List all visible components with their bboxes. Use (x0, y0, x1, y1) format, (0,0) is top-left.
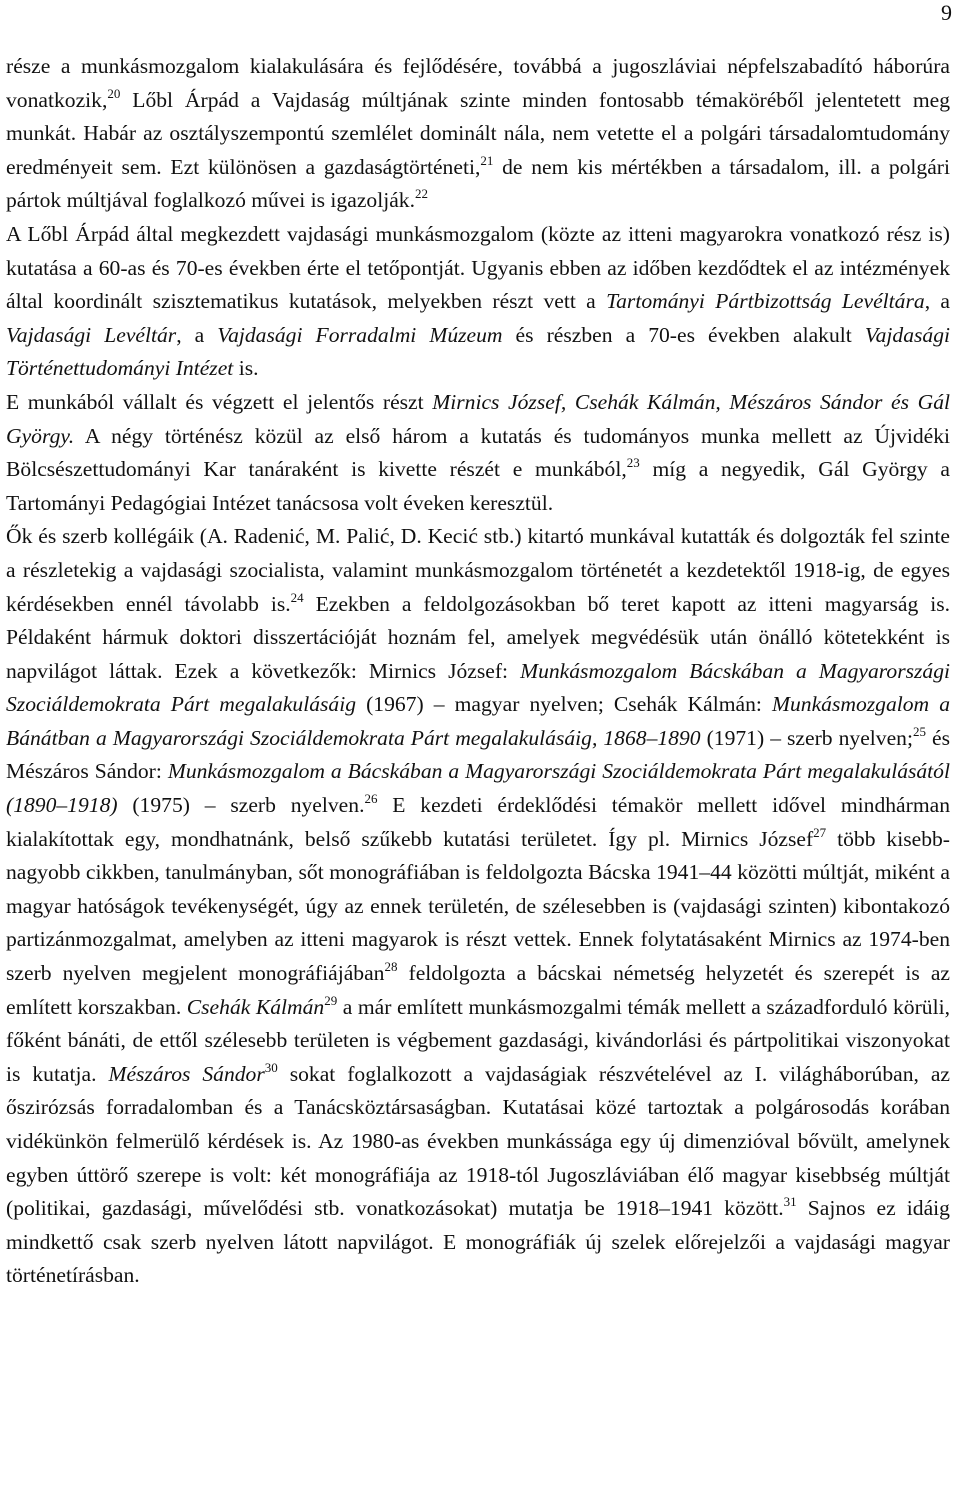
text-run: és Mészáros Sándor: (6, 725, 951, 784)
footnote-ref-29: 29 (324, 992, 338, 1008)
footnote-ref-23: 23 (626, 455, 640, 471)
text-run: de nem kis mértékben a társadalom, ill. a polgári pártok múltjával foglalkozó művei is igazolják. (6, 154, 950, 213)
text-run: (1971) – szerb nyelven; (700, 725, 913, 750)
footnote-ref-30: 30 (264, 1059, 278, 1075)
text-run: Ők és szerb kollégáik (A. Radenić, M. Palić, D. Kecić stb.) kitartó munkával kutatták és dolgozták fel szinte a részletekig a vajdasági szocialista, valamint munkásmozgalom történetét a kezdetektől 1918-ig, de egyes kérdésekben ennél távolabb is. (6, 524, 950, 616)
footnote-ref-20: 20 (107, 85, 121, 101)
text-run: feldolgozta a bácskai németség helyzetét és szerepét is az említett korszakban. (6, 961, 950, 1019)
footnote-ref-24: 24 (290, 589, 304, 605)
paragraph-3 (6, 386, 950, 520)
text-run: Ezekben a feldolgozásokban bő teret kapott az itteni magyarság is. Példaként hármuk doktori disszertációját hoznám fel, amelyek megvédésük után önálló kötetekként is napvilágot láttak. Ezek a következők: Mirnics József: (6, 591, 950, 683)
text-run: (1975) – szerb nyelven. (117, 793, 365, 818)
text-run: része a munkásmozgalom kialakulására és fejlődésére, továbbá a jugoszláviai népfelszabadító háborúra vonatkozik, (6, 54, 950, 112)
footnote-ref-27: 27 (813, 824, 827, 840)
italic-name: Csehák Kálmán (186, 994, 325, 1019)
paragraph-4 (6, 520, 950, 1293)
text-run: A négy történész közül az első három a kutatás és tudományos munka mellett az Újvidéki Bölcsészettudományi Kar tanáraként is kivette részét e munkából, (6, 423, 950, 482)
text-run: , a (176, 322, 218, 347)
italic-institution: Tartományi Pártbizottság Levéltára (606, 289, 925, 314)
italic-names: Mirnics József, Csehák Kálmán, Mészáros Sándor és Gál György. (6, 389, 950, 448)
text-run: Sajnos ez idáig mindkettő csak szerb nyelven látott napvilágot. E monográfiák új szelek előrejelzői a vajdasági magyar történetírásban. (6, 1196, 950, 1288)
text-run: sokat foglalkozott a vajdaságiak részvételével az I. világháborúban, az őszirózsás forradalomban és a Tanácsköztársaságban. Kutatásai közé tartoztak a polgárosodás korában vidékünkön felmerülő kérdések is. Az 1980-as években munkássága egy új dimenzióval bővült, amelynek egyben úttörő szerepe is volt: két monográfiája az 1918-tól Jugoszláviában élő magyar kisebbség múltját (politikai, gazdasági, művelődési stb. vonatkozásokat) mutatja be 1918–1941 között. (6, 1061, 951, 1221)
text-run: , a (924, 289, 950, 314)
text-run: Lőbl Árpád a Vajdaság múltjának szinte minden fontosabb témaköréből jelentetett meg munkát. Habár az osztályszempontú szemlélet dominált nála, nem vetette el a polgári társadalomtudomány eredményeit sem. Ezt különösen a gazdaságtörténeti, (6, 87, 950, 179)
italic-book-title: Munkásmozgalom a Bánátban a Magyarországi Szociáldemokrata Párt megalakulásáig, 1868–1890 (6, 692, 951, 750)
italic-institution: Vajdasági Történettudományi Intézet (6, 322, 951, 381)
text-run: A Lőbl Árpád által megkezdett vajdasági munkásmozgalom (közte az itteni magyarokra vonatkozó rész is) kutatása a 60-as és 70-es években érte el tetőpontját. Ugyanis ebben az időben kezdődtek el az intézmények által koordinált szisztematikus kutatások, melyekben részt vett a (6, 221, 950, 314)
footnote-ref-28: 28 (384, 959, 398, 975)
footnote-ref-21: 21 (480, 152, 494, 168)
paragraph-2 (6, 218, 950, 386)
body-text (6, 50, 950, 1293)
italic-name: Mészáros Sándor (108, 1061, 265, 1086)
text-run: míg a negyedik, Gál György a Tartományi Pedagógiai Intézet tanácsosa volt éveken keresztül. (6, 457, 951, 515)
italic-book-title: Munkásmozgalom Bácskában a Magyarországi Szociáldemokrata Párt megalakulásáig (6, 658, 950, 717)
text-run: is. (233, 356, 259, 381)
page-number: 9 (941, 0, 952, 25)
text-run: és részben a 70-es években alakult (502, 322, 865, 347)
footnote-ref-25: 25 (912, 723, 926, 739)
footnote-ref-26: 26 (364, 791, 378, 807)
text-run: E kezdeti érdeklődési témakör mellett idővel mindhárman kialakítottak egy, mondhatnánk, belső szűkebb kutatási területet. Így pl. Mirnics József (6, 793, 950, 851)
footnote-ref-22: 22 (414, 186, 428, 202)
paragraph-1 (6, 50, 950, 218)
text-run: több kisebb-nagyobb cikkben, tanulmányban, sőt monográfiában is feldolgozta Bácska 1941–44 közötti múltját, miként a magyar hatóságok tevékenységét, úgy az ennek területén, de szélesebben is (vajdasági szinten) kibontakozó partizánmozgalmat, amelyben az itteni magyarok is részt vettek. Ennek folytatásaként Mirnics az 1974-ben szerb nyelven megjelent monográfiájában (6, 826, 951, 986)
text-run: E munkából vállalt és végzett el jelentős részt (6, 389, 433, 414)
text-run: a már említett munkásmozgalmi témák mellett a századforduló körüli, főként bánáti, de ettől szélesebb területen is végbement gazdasági, kivándorlási és pártpolitikai viszonyokat is kutatja. (6, 994, 950, 1086)
text-run: (1967) – magyar nyelven; Csehák Kálmán: (356, 692, 772, 717)
italic-institution: Vajdasági Forradalmi Múzeum (217, 322, 503, 347)
italic-book-title: Munkásmozgalom a Bácskában a Magyarországi Szociáldemokrata Párt megalakulásától (1890–1918) (6, 759, 950, 818)
footnote-ref-31: 31 (783, 1194, 797, 1210)
italic-institution: Vajdasági Levéltár (6, 322, 177, 347)
